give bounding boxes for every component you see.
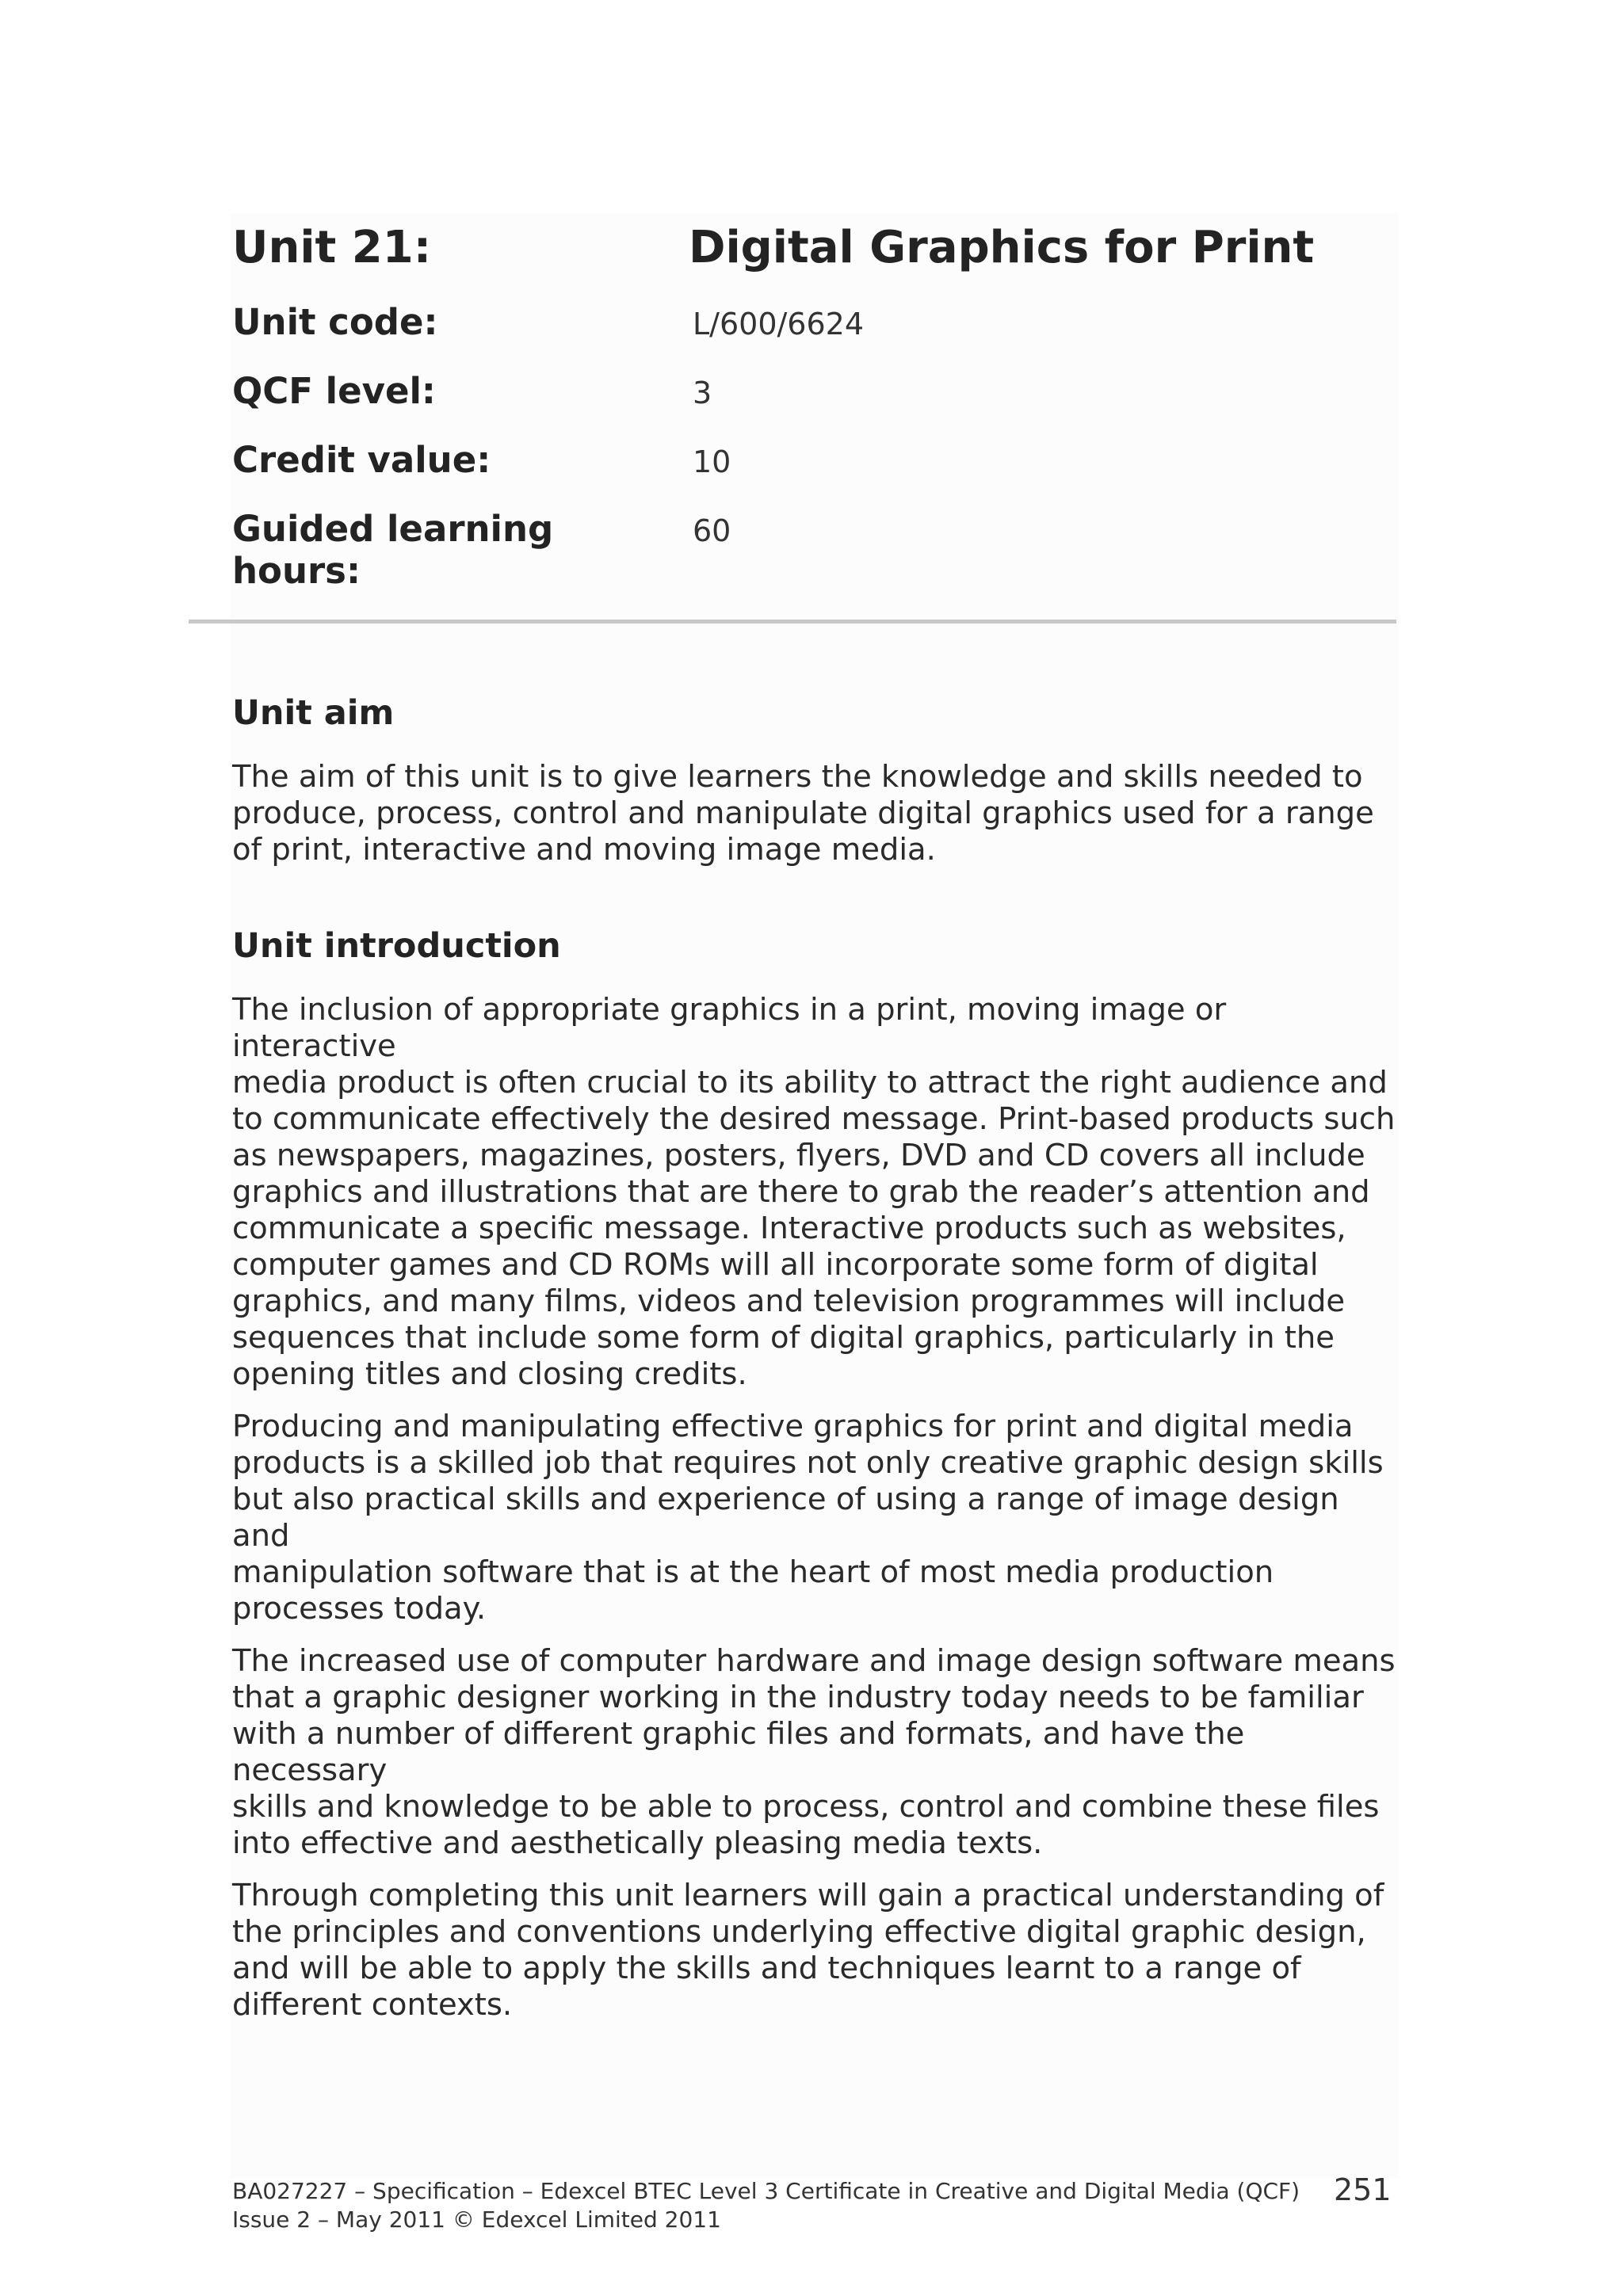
footer-spec-line: BA027227 – Specification – Edexcel BTEC Level 3 Certificate in Creative and Digital Media (QCF) <box>232 2178 1300 2204</box>
section-divider <box>189 620 1396 624</box>
intro-paragraph: Producing and manipulating effective graphics for print and digital media products is a skilled job that requires not only creative graphic design skills but also practical skills and experience of using a range of image design and manipulation software that is at the heart of most media production processes today. <box>232 1409 1384 1627</box>
qcf-level-label: QCF level: <box>232 370 436 412</box>
unit-introduction-heading: Unit introduction <box>232 926 561 966</box>
unit-title: Digital Graphics for Print <box>689 222 1315 273</box>
unit-aim-heading: Unit aim <box>232 693 395 733</box>
intro-paragraph: The increased use of computer hardware and image design software means that a graphic designer working in the industry today needs to be familiar with a number of different graphic files and formats, and have the necessary skills and knowledge to be able to process, control and combine these files into effective and aesthetically pleasing media texts. <box>232 1643 1396 1861</box>
unit-header <box>232 222 1397 592</box>
credit-value-value: 10 <box>693 444 731 479</box>
qcf-level-value: 3 <box>693 376 712 410</box>
credit-value-label: Credit value: <box>232 439 491 481</box>
unit-code-row <box>232 301 1397 370</box>
intro-paragraph: The inclusion of appropriate graphics in a print, moving image or interactive media product is often crucial to its ability to attract the right audience and to communicate effectively the desired message. Print-based products such as newspapers, magazines, posters, flyers, DVD and CD covers all include graphics and illustrations that are there to grab the reader’s attention and communicate a specific message. Interactive products such as websites, computer games and CD ROMs will all incorporate some form of digital graphics, and many films, videos and television programmes will include sequences that include some form of digital graphics, particularly in the opening titles and closing credits. <box>232 992 1396 1392</box>
footer-issue-line: Issue 2 – May 2011 © Edexcel Limited 2011 <box>232 2206 721 2233</box>
unit-title-row <box>232 222 1397 301</box>
guided-hours-row <box>232 508 1397 592</box>
unit-aim-text: The aim of this unit is to give learners the knowledge and skills needed to produce, process, control and manipulate digital graphics used for a range of print, interactive and moving image media. <box>232 759 1374 868</box>
guided-hours-label: Guided learning hours: <box>232 508 554 592</box>
intro-paragraph: Through completing this unit learners will gain a practical understanding of the principles and conventions underlying effective digital graphic design, and will be able to apply the skills and techniques learnt to a range of different contexts. <box>232 1878 1384 2023</box>
guided-hours-value: 60 <box>693 513 731 548</box>
page-footer <box>232 2177 1397 2234</box>
qcf-level-row <box>232 370 1397 439</box>
credit-value-row <box>232 439 1397 508</box>
unit-code-value: L/600/6624 <box>693 307 865 341</box>
unit-body <box>232 688 1397 2039</box>
page-number: 251 <box>1334 2172 1392 2207</box>
unit-number: Unit 21: <box>232 222 432 273</box>
unit-code-label: Unit code: <box>232 301 438 343</box>
